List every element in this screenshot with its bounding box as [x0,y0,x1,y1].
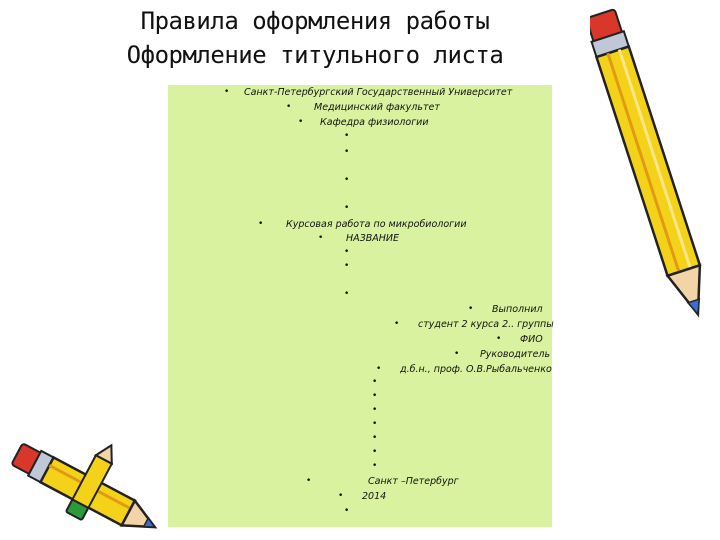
bullet: • [394,319,400,329]
bullet: • [344,247,350,257]
bullet: • [224,87,230,97]
bullet: • [372,419,378,429]
department-text: Кафедра физиологии [320,117,429,128]
pencil-icon-top-right [590,0,710,340]
bullet: • [298,117,304,127]
bullet: • [454,349,460,359]
pencil-icon-bottom-left-small [48,432,138,532]
work-text: Курсовая работа по микробиологии [286,219,467,230]
slide-title-line1: Правила оформления работы [140,7,490,35]
bullet: • [372,377,378,387]
title-page-sample [168,85,552,527]
university-text: Санкт-Петербургский Государственный Университет [244,87,513,98]
bullet: • [344,175,350,185]
bullet: • [496,334,502,344]
bullet: • [338,491,344,501]
bullet: • [318,233,324,243]
bullet: • [258,219,264,229]
fio-text: ФИО [520,334,543,345]
bullet: • [344,506,350,516]
bullet: • [306,476,312,486]
slide-title-line2: Оформление титульного листа [126,41,504,69]
bullet: • [372,405,378,415]
bullet: • [376,364,382,374]
city-text: Санкт –Петербург [368,476,459,487]
slide-title [60,4,570,72]
bullet: • [344,289,350,299]
bullet: • [372,433,378,443]
name-text: НАЗВАНИЕ [346,233,400,244]
bullet: • [344,203,350,213]
supervisor-name-text: д.б.н., проф. О.В.Рыбальченко [400,364,552,375]
bullet: • [468,304,474,314]
year-text: 2014 [362,491,387,502]
bullet: • [286,102,292,112]
bullet: • [372,391,378,401]
student-text: студент 2 курса 2.. группы [418,319,554,330]
supervisor-text: Руководитель [480,349,551,360]
bullet: • [372,447,378,457]
done-by-text: Выполнил [492,304,543,315]
bullet: • [344,261,350,271]
bullet: • [372,461,378,471]
bullet: • [344,131,350,141]
bullet: • [344,147,350,157]
faculty-text: Медицинский факультет [314,102,440,113]
